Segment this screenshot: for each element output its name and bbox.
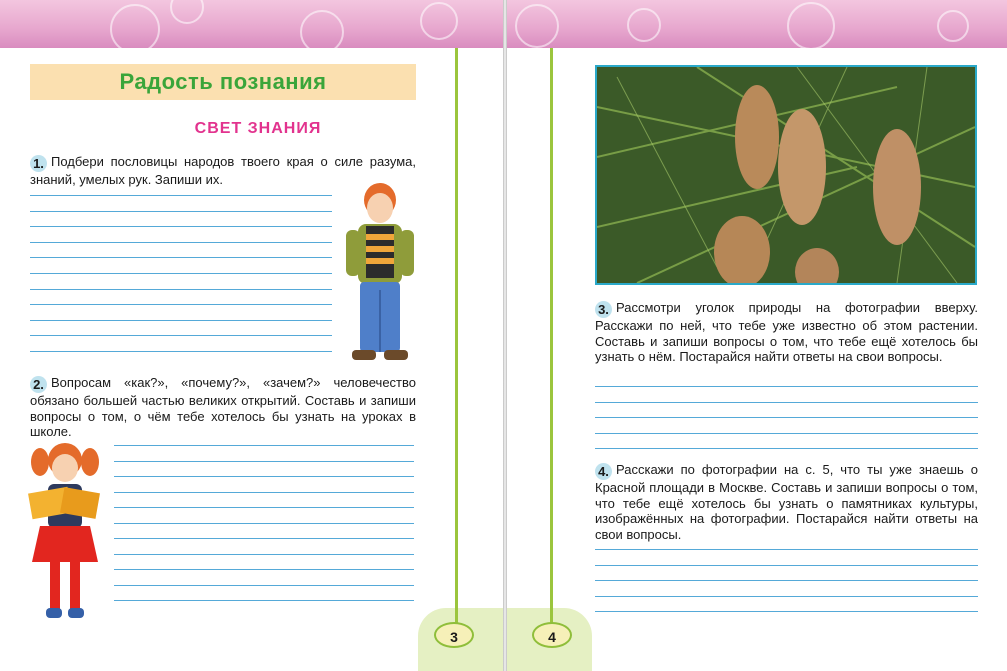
task-4: [595, 462, 978, 542]
answer-line: [595, 448, 978, 449]
header-banner-right: [507, 0, 1007, 48]
answer-line: [114, 507, 414, 508]
task-1-number: 1.: [30, 155, 47, 172]
margin-line-right: [550, 48, 553, 631]
task-3-number: 3.: [595, 301, 612, 318]
answer-line: [30, 226, 332, 227]
task-3: [595, 300, 978, 365]
boy-illustration: [338, 178, 422, 364]
task-2: [30, 375, 416, 440]
book-spine: [503, 0, 507, 671]
answer-line: [595, 611, 978, 612]
answer-line: [114, 523, 414, 524]
answer-line: [114, 600, 414, 601]
answer-line: [30, 351, 332, 352]
answer-line: [30, 242, 332, 243]
answer-line: [114, 476, 414, 477]
answer-line: [30, 304, 332, 305]
answer-line: [595, 386, 978, 387]
answer-line: [595, 580, 978, 581]
answer-line: [30, 289, 332, 290]
answer-line: [30, 257, 332, 258]
answer-line: [30, 273, 332, 274]
answer-line: [30, 195, 332, 196]
task-4-number: 4.: [595, 463, 612, 480]
answer-line: [595, 549, 978, 550]
answer-line: [114, 538, 414, 539]
answer-line: [595, 402, 978, 403]
task-3-text: Рассмотри уголок природы на фотографии вверху. Расскажи по ней, что тебе уже известно об этом растении. Составь и запиши вопросы о том, что тебе ещё хотелось бы узнать о нём. Постарайся найти ответы на свои вопросы.: [595, 300, 978, 364]
answer-line: [114, 461, 414, 462]
task-4-text: Расскажи по фотографии на с. 5, что ты уже знаешь о Красной площади в Москве. Составь и запиши вопросы о том, что тебе ещё хотелось бы узнать о памятниках культуры, изображённых на фотографии. Постарайся найти ответы на свои вопросы.: [595, 462, 978, 542]
answer-line: [114, 569, 414, 570]
answer-line: [595, 565, 978, 566]
answer-line: [595, 596, 978, 597]
answer-line: [114, 445, 414, 446]
answer-line: [595, 433, 978, 434]
girl-illustration: [26, 440, 104, 624]
task-2-number: 2.: [30, 376, 47, 393]
answer-line: [30, 335, 332, 336]
task-2-text: Вопросам «как?», «почему?», «зачем?» человечество обязано большей частью великих открытий. Составь и запиши вопросы о том, о чём тебе хотелось бы узнать на уроках в школе.: [30, 375, 416, 439]
task-1-text: Подбери пословицы народов твоего края о силе разума, знаний, умелых рук. Запиши их.: [30, 154, 416, 187]
page-title: Радость познания: [119, 69, 327, 94]
page-number-left: 3: [434, 622, 474, 648]
answer-line: [30, 320, 332, 321]
spruce-photo: [595, 65, 977, 285]
answer-line: [30, 211, 332, 212]
answer-line: [114, 585, 414, 586]
answer-line: [114, 554, 414, 555]
section-subtitle: СВЕТ ЗНАНИЯ: [194, 120, 322, 137]
answer-line: [595, 417, 978, 418]
header-banner-left: [0, 0, 503, 48]
answer-line: [114, 492, 414, 493]
page-number-right: 4: [532, 622, 572, 648]
